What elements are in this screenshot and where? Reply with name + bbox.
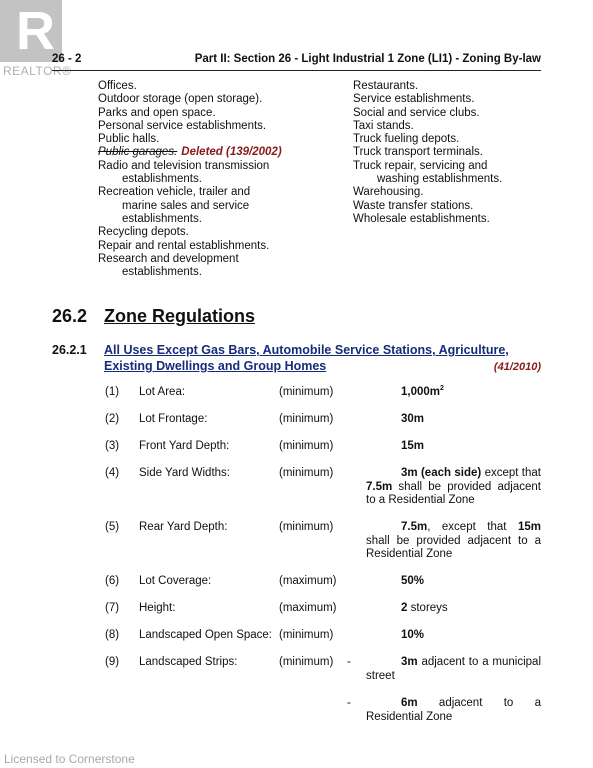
regulation-qualifier: (maximum) [279,575,337,587]
permitted-use-text: establishments. [122,212,202,225]
regulation-number: (7) [105,602,120,614]
permitted-use-text: Research and development [98,252,239,265]
permitted-use-text: Radio and television transmission [98,159,270,172]
regulation-value-part: adjacent to a municipal street [366,656,541,682]
regulation-value-part: 2 [401,602,408,614]
regulation-value-part: 3m [401,656,418,668]
permitted-use-item [353,146,553,159]
permitted-use-item [353,200,553,213]
permitted-use-text: Truck transport terminals. [353,146,483,159]
page-header-title: Part II: Section 26 - Light Industrial 1 Zone (LI1) - Zoning By-law [194,53,541,65]
permitted-use-item [98,160,338,173]
permitted-use-item [98,200,338,213]
regulation-number: (8) [105,629,120,641]
subsection-title-line1: All Uses Except Gas Bars, Automobile Service Stations, Agriculture, [104,343,509,357]
permitted-use-item [353,107,553,120]
permitted-use-item [353,133,553,146]
permitted-use-text: Personal service establishments. [98,119,267,132]
regulation-value-part: 2 [440,385,444,393]
permitted-use-item [98,213,338,226]
regulation-label: Side Yard Widths: [139,467,230,479]
permitted-use-text: Parks and open space. [98,106,216,119]
regulation-value [366,629,541,643]
permitted-use-item [98,226,338,239]
regulation-value-part: , except that [427,521,518,533]
permitted-use-text: Truck fueling depots. [353,133,460,146]
regulation-value-part: 10% [401,629,425,641]
regulation-qualifier: (minimum) [279,521,334,533]
permitted-use-item [98,120,338,133]
permitted-use-text: Outdoor storage (open storage). [98,93,263,106]
regulation-number: (2) [105,413,120,425]
regulation-value-part: 3m (each side) [401,467,482,479]
regulation-label: Lot Frontage: [139,413,208,425]
realtor-logo-letter: R [16,1,55,61]
permitted-use-item [98,173,338,186]
deletion-note: Deleted (139/2002) [181,146,282,159]
regulation-label: Height: [139,602,176,614]
permitted-use-text: Recreation vehicle, trailer and [98,186,251,199]
regulation-value [366,440,541,454]
permitted-use-item [98,253,338,266]
permitted-use-text: Social and service clubs. [353,106,480,119]
regulation-number: (5) [105,521,120,533]
regulation-number: (6) [105,575,120,587]
section-number: 26.2 [52,306,88,326]
permitted-use-text: Repair and rental establishments. [98,239,270,252]
permitted-use-text: marine sales and service [122,199,250,212]
permitted-use-item [98,107,338,120]
regulation-qualifier: (minimum) [279,629,334,641]
regulation-value-part: adjacent to a Residential Zone [366,697,541,723]
permitted-use-text: washing establishments. [377,173,503,186]
regulation-value-part: 7.5m [366,480,393,493]
section-title: Zone Regulations [104,306,256,326]
regulation-label: Landscaped Open Space: [139,629,272,641]
permitted-use-item [98,186,338,199]
regulation-label: Front Yard Depth: [139,440,230,452]
regulation-value-part: 6m [401,697,418,709]
permitted-use-item [353,93,553,106]
section-heading [52,306,255,327]
permitted-use-text: Waste transfer stations. [353,199,474,212]
regulation-value-part: shall be provided adjacent to a Residential Zone [366,480,541,506]
permitted-use-item [98,93,338,106]
regulation-value-part: 30m [401,413,425,425]
permitted-use-text: Restaurants. [353,80,419,92]
permitted-use-item [353,160,553,173]
regulation-value-part: storeys [407,602,448,614]
regulation-label: Rear Yard Depth: [139,521,228,533]
regulation-value [366,386,541,400]
regulation-value [366,467,541,508]
regulation-qualifier: (minimum) [279,656,334,668]
realtor-logo-text: REALTOR® [3,64,72,78]
permitted-use-text: Offices. [98,80,137,92]
permitted-use-text: Public garages. [98,146,178,159]
regulation-value-part: 7.5m [401,521,428,533]
permitted-use-text: Public halls. [98,133,160,146]
permitted-use-text: Truck repair, servicing and [353,159,488,172]
permitted-uses-right-column [353,80,553,226]
permitted-use-item [98,133,338,146]
page-number: 26 - 2 [52,53,82,65]
regulation-dash: - [347,656,351,668]
license-footer: Licensed to Cornerstone [4,752,135,766]
regulation-value [366,575,541,589]
regulation-qualifier: (minimum) [279,413,334,425]
permitted-use-text: Warehousing. [353,186,424,199]
regulation-value-part: 1,000m [401,386,441,398]
permitted-use-item [98,240,338,253]
permitted-use-text: establishments. [122,173,202,186]
regulation-value-part: shall be provided adjacent to a Residential Zone [366,534,541,560]
regulation-label: Lot Coverage: [139,575,212,587]
regulation-number: (4) [105,467,120,479]
regulation-value-part: 15m [517,521,541,533]
permitted-use-item [98,80,338,93]
permitted-use-text: Wholesale establishments. [353,212,490,225]
regulation-number: (9) [105,656,120,668]
regulation-value [366,656,541,683]
permitted-use-text: Service establishments. [353,93,475,106]
subsection-title-line2: Existing Dwellings and Group Homes [104,359,327,373]
subsection-amendment: (41/2010) [493,361,541,373]
regulation-qualifier: (minimum) [279,467,334,479]
page-header [52,52,541,71]
permitted-use-item [353,213,553,226]
regulation-value [366,697,541,724]
regulation-number: (3) [105,440,120,452]
permitted-uses-left-column [98,80,338,279]
regulation-value-part: 15m [401,440,425,452]
regulation-value-part: except that [481,467,541,479]
permitted-use-item [353,120,553,133]
regulation-qualifier: (maximum) [279,602,337,614]
regulation-label: Lot Area: [139,386,186,398]
permitted-use-item [353,186,553,199]
permitted-use-item [98,146,338,159]
regulation-value [366,602,541,616]
permitted-use-item [353,80,553,93]
regulation-qualifier: (minimum) [279,386,334,398]
regulation-number: (1) [105,386,120,398]
permitted-use-text: Recycling depots. [98,226,189,239]
regulation-value [366,413,541,427]
regulation-dash: - [347,697,351,709]
permitted-use-item [98,266,338,279]
regulation-value [366,521,541,562]
permitted-use-item [353,173,553,186]
subsection-number: 26.2.1 [52,343,87,357]
regulation-value-part: 50% [401,575,425,587]
regulation-qualifier: (minimum) [279,440,334,452]
regulation-label: Landscaped Strips: [139,656,238,668]
permitted-use-text: Taxi stands. [353,119,414,132]
permitted-use-text: establishments. [122,266,202,279]
